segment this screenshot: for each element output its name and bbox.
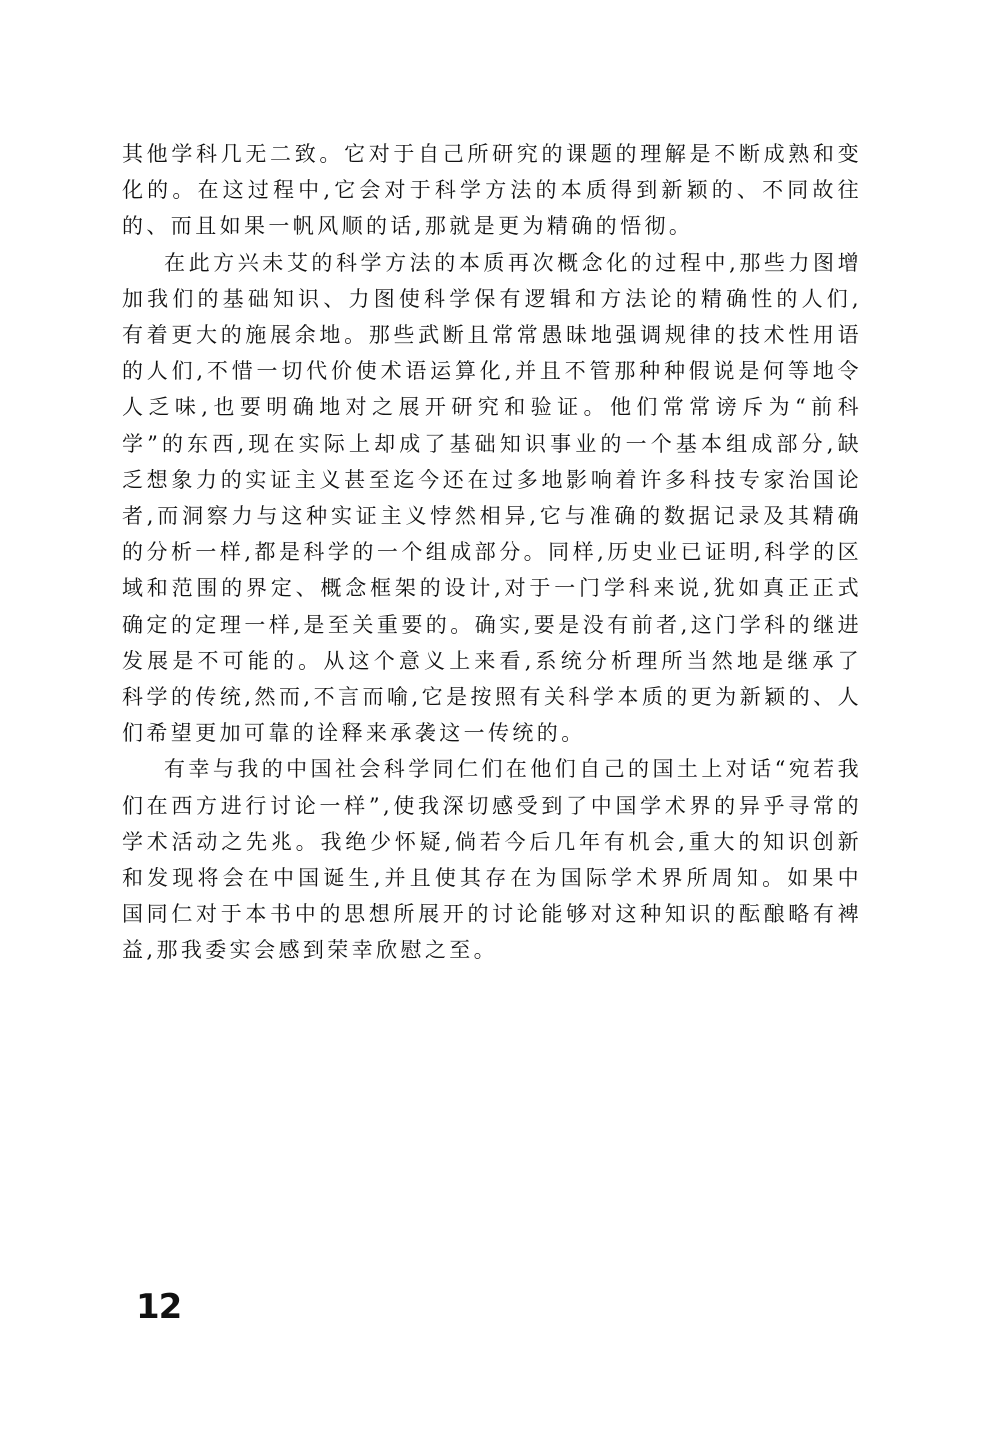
body-text [122,136,862,969]
paragraph-science-method: 在此方兴未艾的科学方法的本质再次概念化的过程中,那些力图增加我们的基础知识、力图使科学保有逻辑和方法论的精确性的人们,有着更大的施展余地。那些武断且常常愚昧地强调规律的技术性用语的人们,不惜一切代价使术语运算化,并且不管那种种假说是何等地令人乏味,也要明确地对之展开研究和验证。他们常常谤斥为“前科学”的东西,现在实际上却成了基础知识事业的一个基本组成部分,缺乏想象力的实证主义甚至迄今还在过多地影响着许多科技专家治国论者,而洞察力与这种实证主义悖然相异,它与准确的数据记录及其精确的分析一样,都是科学的一个组成部分。同样,历史业已证明,科学的区域和范围的界定、概念框架的设计,对于一门学科来说,犹如真正正式确定的定理一样,是至关重要的。确实,要是没有前者,这门学科的继进发展是不可能的。从这个意义上来看,系统分析理所当然地是继承了科学的传统,然而,不言而喻,它是按照有关科学本质的更为新颖的、人们希望更加可靠的诠释来承袭这一传统的。 [122,250,862,746]
paragraph-china-dialogue: 有幸与我的中国社会科学同仁们在他们自己的国土上对话“宛若我们在西方进行讨论一样”,使我深切感受到了中国学术界的异乎寻常的学术活动之先兆。我绝少怀疑,倘若今后几年有机会,重大的知识创新和发现将会在中国诞生,并且使其存在为国际学术界所周知。如果中国同仁对于本书中的思想所展开的讨论能够对这种知识的酝酿略有裨益,那我委实会感到荣幸欣慰之至。 [122,757,862,963]
paragraph-continued: 其他学科几无二致。它对于自己所研究的课题的理解是不断成熟和变化的。在这过程中,它会对于科学方法的本质得到新颖的、不同故往的、而且如果一帆风顺的话,那就是更为精确的悟彻。 [122,142,862,239]
page-number: 12 [136,1287,182,1327]
